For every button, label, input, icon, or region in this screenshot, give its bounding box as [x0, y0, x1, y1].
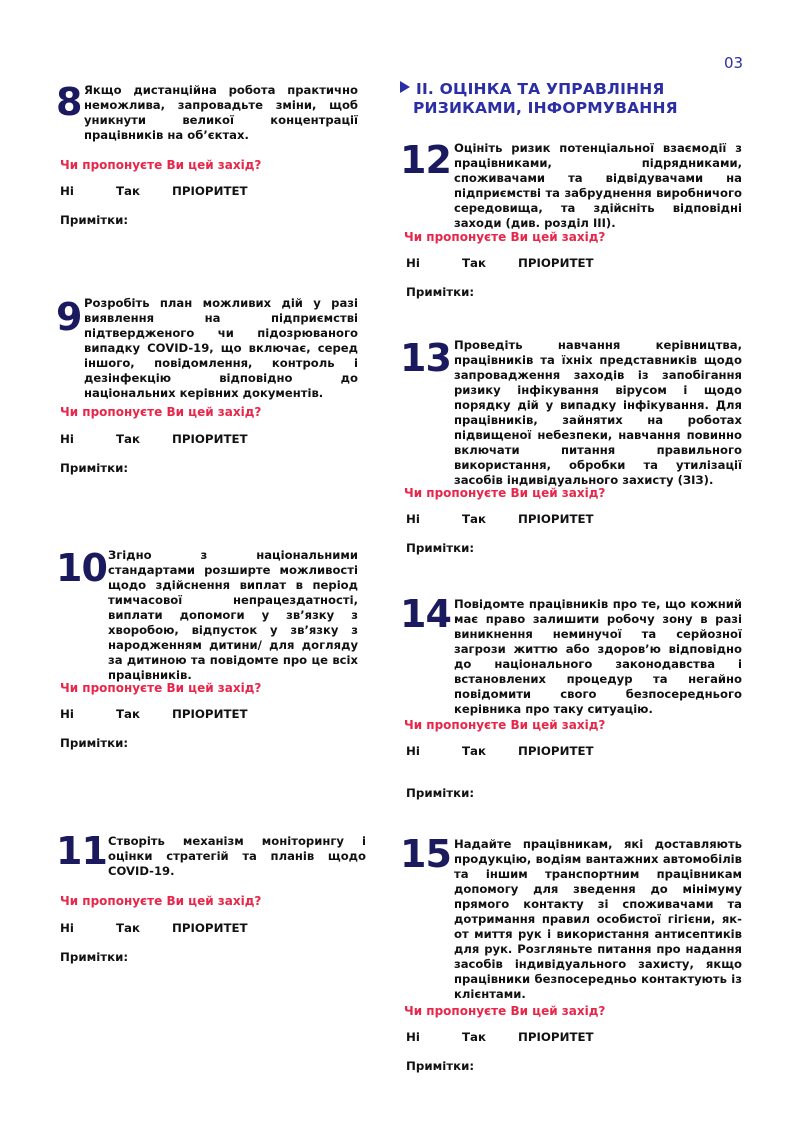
option-priority[interactable]: ПРІОРИТЕТ [172, 921, 248, 935]
question-label: Чи пропонуєте Ви цей захід? [60, 681, 262, 695]
option-priority[interactable]: ПРІОРИТЕТ [518, 1030, 594, 1044]
question-label: Чи пропонуєте Ви цей захід? [404, 486, 606, 500]
option-priority[interactable]: ПРІОРИТЕТ [172, 432, 248, 446]
option-yes[interactable]: Так [462, 512, 487, 526]
item-number: 10 [56, 546, 107, 590]
section-title-line2: РИЗИКАМИ, ІНФОРМУВАННЯ [413, 99, 678, 117]
option-yes[interactable]: Так [116, 432, 141, 446]
item-number: 8 [56, 80, 82, 124]
option-yes[interactable]: Так [116, 707, 141, 721]
notes-label: Примітки: [406, 1059, 475, 1073]
triangle-bullet-icon [400, 81, 410, 93]
section-title [400, 80, 730, 118]
item-number: 14 [400, 592, 451, 636]
page-number: 03 [724, 54, 744, 72]
question-label: Чи пропонуєте Ви цей захід? [60, 405, 262, 419]
item-text: Повідомте працівників про те, що кожний має право залишити робочу зону в разі виникнення неминучої та серйозної загрози життю або здоров’ю відповідно до національного законодавства і встановлених процедур та негайно повідомити свого безпосереднього керівника про таку ситуацію. [454, 597, 742, 716]
item-text: Згідно з національними стандартами розширте можливості щодо здійснення виплат в період тимчасової непрацездатності, виплати допомоги у зв’язку з хворобою, відпусток у зв’язку з народженням дитини/ для догляду за дитиною та повідомте про це всіх працівників. [108, 548, 358, 682]
option-no[interactable]: Ні [60, 921, 74, 935]
item-text: Створіть механізм моніторингу і оцінки стратегій та планів щодо COVID-19. [108, 834, 366, 878]
question-label: Чи пропонуєте Ви цей захід? [404, 1004, 606, 1018]
notes-label: Примітки: [406, 285, 475, 299]
option-priority[interactable]: ПРІОРИТЕТ [518, 744, 594, 758]
question-label: Чи пропонуєте Ви цей захід? [404, 718, 606, 732]
item-number: 12 [400, 138, 451, 182]
item-number: 13 [400, 336, 451, 380]
item-text: Проведіть навчання керівництва, працівників та їхніх представників щодо запровадження заходів із запобігання ризику інфікування вірусом і щодо порядку дій у випадку інфікування. Для працівників, зайнятих на роботах підвищеної небезпеки, навчання повинно включати питання правильного використання, обробки та утилізації засобів індивідуального захисту (ЗІЗ). [454, 338, 742, 487]
option-yes[interactable]: Так [462, 256, 487, 270]
option-no[interactable]: Ні [406, 512, 420, 526]
option-no[interactable]: Ні [406, 744, 420, 758]
question-label: Чи пропонуєте Ви цей захід? [404, 230, 606, 244]
item-number: 15 [400, 832, 451, 876]
question-label: Чи пропонуєте Ви цей захід? [60, 158, 262, 172]
option-priority[interactable]: ПРІОРИТЕТ [518, 256, 594, 270]
option-yes[interactable]: Так [116, 921, 141, 935]
option-priority[interactable]: ПРІОРИТЕТ [518, 512, 594, 526]
option-yes[interactable]: Так [462, 744, 487, 758]
option-yes[interactable]: Так [462, 1030, 487, 1044]
item-number: 9 [56, 295, 82, 339]
notes-label: Примітки: [60, 213, 129, 227]
option-priority[interactable]: ПРІОРИТЕТ [172, 707, 248, 721]
option-no[interactable]: Ні [406, 1030, 420, 1044]
item-text: Оцініть ризик потенціальної взаємодії з працівниками, підрядниками, споживачами та відвідувачами на підприємстві та забруднення виробничого середовища, та здійсніть відповідні заходи (див. розділ III). [454, 141, 742, 230]
notes-label: Примітки: [60, 950, 129, 964]
option-no[interactable]: Ні [60, 707, 74, 721]
option-no[interactable]: Ні [60, 184, 74, 198]
option-no[interactable]: Ні [60, 432, 74, 446]
notes-label: Примітки: [406, 786, 475, 800]
item-text: Надайте працівникам, які доставляють продукцію, водіям вантажних автомобілів та іншим транспортним працівникам допомогу для зведення до мінімуму прямого контакту зі споживачами та дотримання правил особистої гігієни, як-от миття рук і використання антисептиків для рук. Розгляньте питання про надання засобів індивідуального захисту, якщо працівники безпосередньо контактують із клієнтами. [454, 837, 742, 1001]
option-yes[interactable]: Так [116, 184, 141, 198]
question-label: Чи пропонуєте Ви цей захід? [60, 894, 262, 908]
option-priority[interactable]: ПРІОРИТЕТ [172, 184, 248, 198]
section-title-line1: II. ОЦІНКА ТА УПРАВЛІННЯ [416, 80, 665, 98]
item-text: Розробіть план можливих дій у разі виявлення на підприємстві підтвердженого чи підозрюваного випадку COVID-19, що включає, серед іншого, повідомлення, контроль і дезінфекцію відповідно до національних керівних документів. [84, 296, 358, 400]
notes-label: Примітки: [60, 736, 129, 750]
item-number: 11 [56, 829, 107, 873]
notes-label: Примітки: [60, 461, 129, 475]
option-no[interactable]: Ні [406, 256, 420, 270]
notes-label: Примітки: [406, 541, 475, 555]
item-text: Якщо дистанційна робота практично неможлива, запровадьте зміни, щоб уникнути великої концентрації працівників на об’єктах. [84, 83, 358, 142]
